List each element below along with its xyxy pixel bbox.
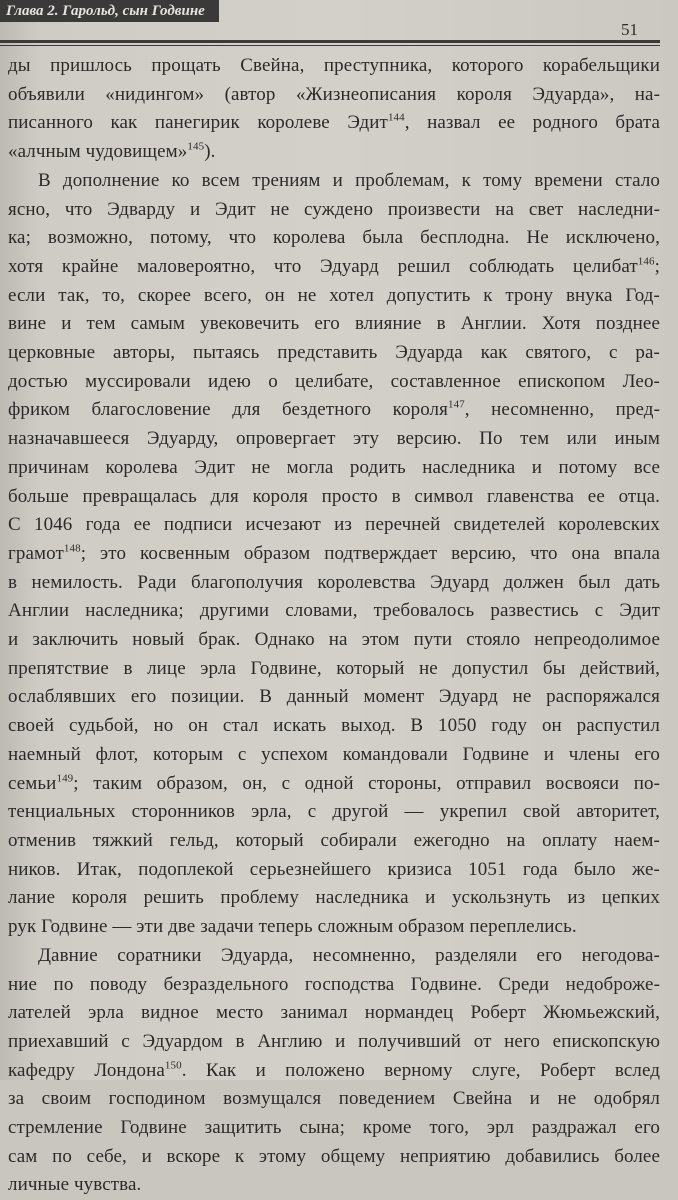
text-line: отменив тяжкий гельд, который собирали ежегодно на оплату наем- [8,829,660,851]
text-line: наемный флот, которым с успехом командовали Годвине и члены его [8,743,660,765]
text-line: хотя крайне маловероятно, что Эдуард решил соблюдать целибат$^{146}$; [8,255,660,277]
body-text [8,52,660,1200]
text-line: ние по поводу безраздельного господства Годвине. Среди недоброже- [8,973,660,995]
text-line: личные чувства. [8,1174,142,1196]
text-line: сам по себе, и вскоре к этому общему неприятию добавились более [8,1145,660,1167]
text-line: С 1046 года ее подписи исчезают из перечней свидетелей королевских [8,514,660,536]
text-line: тенциальных сторонников эрла, с другой — укрепил свой авторитет, [8,801,660,823]
text-line: больше превращалась для короля просто в символ главенства ее отца. [8,485,660,507]
running-head [0,0,678,44]
text-line: ды пришлось прощать Свейна, преступника, которого корабельщики [8,55,660,76]
text-line: объявили «нидингом» (автор «Жизнеописания короля Эдуарда», на- [8,83,660,105]
footnote-reference[interactable]: 145 [187,140,205,153]
text-line: лание короля решить проблему наследника и ускользнуть из цепких [8,887,660,909]
text-line: писанного как панегирик королеве Эдит$^{144}$, назвал ее родного брата [8,112,660,134]
footnote-reference[interactable]: 144 [387,112,405,125]
header-rule-thin [0,45,660,46]
text-line: препятствие в лице эрла Годвине, который не допустил бы действий, [8,657,660,679]
text-line: если так, то, скорее всего, он не хотел допустить к трону внука Год- [8,284,660,306]
text-line: Давние соратники Эдуарда, несомненно, разделяли его негодова- [38,944,660,966]
text-line: приехавший с Эдуардом в Англию и получивший от него епископскую [8,1030,660,1052]
header-rule [0,40,660,43]
text-line: вине и тем самым увековечить его влияние в Англии. Хотя позднее [8,313,660,335]
text-line: рук Годвине — эти две задачи теперь сложным образом переплелись. [8,916,577,938]
text-line: лателей эрла видное место занимал нормандец Роберт Жюмьежский, [8,1002,660,1024]
text-line: ников. Итак, подоплекой серьезнейшего кризиса 1051 года было же- [8,858,660,880]
text-line: и заключить новый брак. Однако на этом пути стояло непреодолимое [8,629,660,651]
text-line: стремление Годвине защитить сына; кроме того, эрл раздражал его [8,1117,660,1139]
chapter-title: Глава 2. Гарольд, сын Годвине [0,0,219,22]
text-line: в немилость. Ради благополучия королевства Эдуард должен был дать [8,571,660,593]
text-line: Англии наследника; другими словами, требовалось развестись с Эдит [8,600,660,622]
page-number: 51 [621,20,638,39]
text-line: семьи$^{149}$; таким образом, он, с одной стороны, отправил восвояси по- [8,772,660,794]
text-line: ослаблявших его позиции. В данный момент Эдуард не распоряжался [8,686,660,708]
text-line: церковные авторы, пытаясь представить Эдуарда как святого, с ра- [8,342,660,364]
text-line: В дополнение ко всем трениям и проблемам, к тому времени стало [38,169,660,191]
text-line: «алчным чудовищем»$^{145}$). [8,140,216,163]
footnote-reference[interactable]: 148 [63,542,81,555]
text-line: ка; возможно, потому, что королева была бесплодна. Не исключено, [8,227,660,249]
text-line: своей судьбой, но он стал искать выход. В 1050 году он распустил [8,715,660,737]
footnote-reference[interactable]: 149 [56,772,74,785]
footnote-reference[interactable]: 150 [164,1059,182,1072]
text-line: за своим господином возмущался поведением Свейна и не одобрял [8,1088,660,1110]
footnote-reference[interactable]: 147 [447,399,465,412]
text-line: грамот$^{148}$; это косвенным образом подтверждает версию, что она впала [8,542,660,564]
text-line: фриком благословение для бездетного короля$^{147}$, несомненно, пред- [8,399,660,421]
text-line: причинам королева Эдит не могла родить наследника и потому все [8,456,660,478]
text-line: назначавшееся Эдуарду, опровергает эту версию. По тем или иным [8,428,660,450]
text-line: ясно, что Эдварду и Эдит не суждено произвести на свет наследни- [8,198,660,220]
text-line: достью муссировали идею о целибате, составленное епископом Лео- [8,370,660,392]
text-line: кафедру Лондона$^{150}$. Как и положено верному слуге, Роберт вслед [8,1059,660,1081]
footnote-reference[interactable]: 146 [637,255,655,268]
